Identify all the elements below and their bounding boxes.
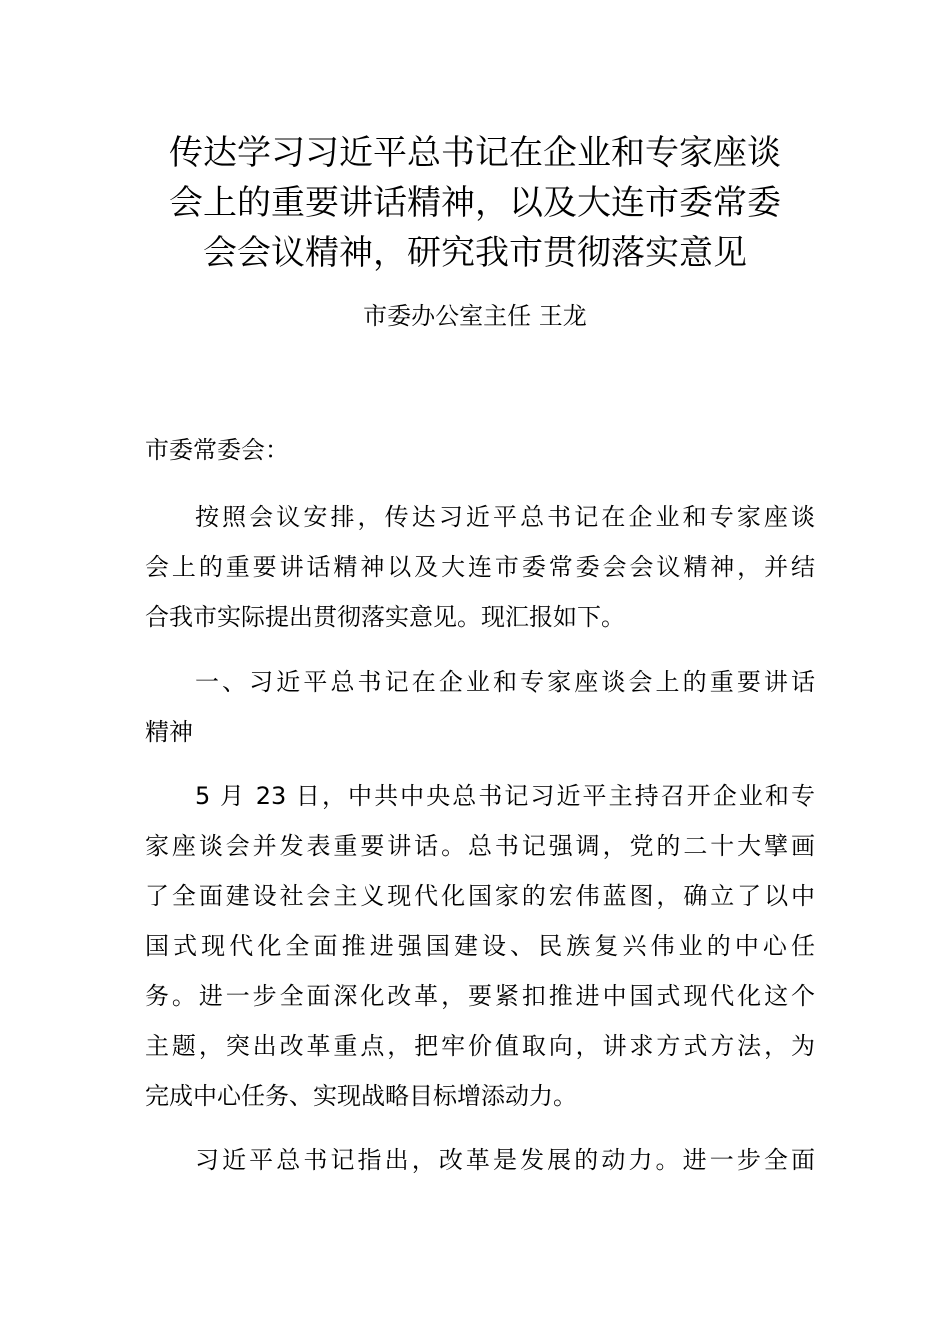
- paragraph-line: 了全面建设社会主义现代化国家的宏伟蓝图，确立了以中: [145, 882, 815, 910]
- paragraph-line: 按照会议安排，传达习近平总书记在企业和专家座谈: [195, 503, 815, 531]
- salutation-text: 市委常委会：: [145, 436, 289, 464]
- title-line: 传达学习习近平总书记在企业和专家座谈: [169, 133, 781, 173]
- heading-line: 一、习近平总书记在企业和专家座谈会上的重要讲话: [195, 668, 815, 696]
- paragraph-line: 合我市实际提出贯彻落实意见。现汇报如下。: [145, 603, 625, 631]
- title-line: 会会议精神，研究我市贯彻落实意见: [203, 233, 747, 273]
- paragraph-line: 国式现代化全面推进强国建设、民族复兴伟业的中心任: [145, 932, 815, 960]
- section-heading-1: [145, 657, 815, 757]
- paragraph-line: 习近平总书记指出，改革是发展的动力。进一步全面: [195, 1146, 815, 1174]
- paragraph-1: [145, 492, 815, 642]
- document-title: [140, 128, 810, 278]
- heading-line: 精神: [145, 718, 193, 746]
- paragraph-line: 完成中心任务、实现战略目标增添动力。: [145, 1082, 577, 1110]
- paragraph-line: 务。进一步全面深化改革，要紧扣推进中国式现代化这个: [145, 982, 815, 1010]
- paragraph-line: 家座谈会并发表重要讲话。总书记强调，党的二十大擘画: [145, 832, 815, 860]
- paragraph-line: 5 月 23 日，中共中央总书记习近平主持召开企业和专: [195, 782, 815, 810]
- paragraph-line: 会上的重要讲话精神以及大连市委常委会会议精神，并结: [145, 553, 815, 581]
- paragraph-3: [145, 1135, 815, 1185]
- author-line: 市委办公室主任 王龙: [363, 302, 587, 330]
- title-line: 会上的重要讲话精神，以及大连市委常委: [169, 183, 781, 223]
- paragraph-2: [145, 771, 815, 1121]
- salutation: [145, 425, 815, 475]
- paragraph-line: 主题，突出改革重点，把牢价值取向，讲求方式方法，为: [145, 1032, 815, 1060]
